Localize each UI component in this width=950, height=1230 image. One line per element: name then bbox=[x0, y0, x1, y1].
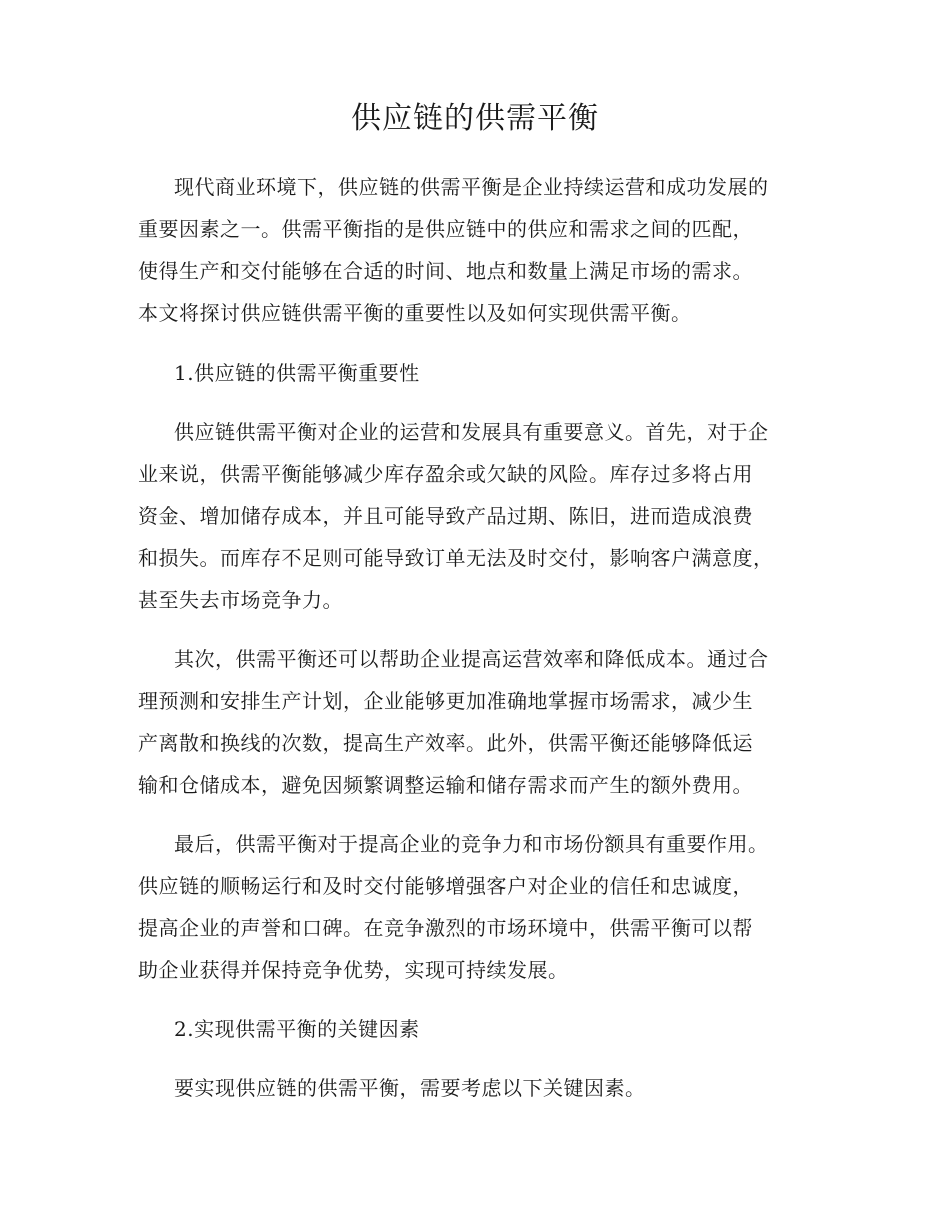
body-text-line: 使得生产和交付能够在合适的时间、地点和数量上满足市场的需求。 bbox=[138, 259, 753, 283]
body-text-line: 和损失。而库存不足则可能导致订单无法及时交付，影响客户满意度， bbox=[138, 546, 774, 570]
body-text-line: 输和仓储成本，避免因频繁调整运输和储存需求而产生的额外费用。 bbox=[138, 773, 753, 797]
body-text-line: 助企业获得并保持竞争优势，实现可持续发展。 bbox=[138, 958, 569, 982]
body-text-line: 甚至失去市场竞争力。 bbox=[138, 588, 343, 612]
body-text-line: 资金、增加储存成本，并且可能导致产品过期、陈旧，进而造成浪费 bbox=[138, 504, 753, 528]
body-text-line: 其次，供需平衡还可以帮助企业提高运营效率和降低成本。通过合 bbox=[174, 647, 769, 671]
body-text-line: 理预测和安排生产计划，企业能够更加准确地掌握市场需求，减少生 bbox=[138, 689, 753, 713]
body-text-line: 要实现供应链的供需平衡，需要考虑以下关键因素。 bbox=[174, 1076, 646, 1100]
section-heading: 1.供应链的供需平衡重要性 bbox=[174, 361, 420, 385]
body-text-line: 业来说，供需平衡能够减少库存盈余或欠缺的风险。库存过多将占用 bbox=[138, 462, 753, 486]
body-text-line: 供应链的顺畅运行和及时交付能够增强客户对企业的信任和忠诚度， bbox=[138, 874, 753, 898]
body-text-line: 本文将探讨供应链供需平衡的重要性以及如何实现供需平衡。 bbox=[138, 301, 692, 325]
body-text-line: 重要因素之一。供需平衡指的是供应链中的供应和需求之间的匹配， bbox=[138, 217, 753, 241]
document-title: 供应链的供需平衡 bbox=[351, 101, 599, 136]
section-heading: 2.实现供需平衡的关键因素 bbox=[174, 1017, 420, 1041]
body-text-line: 提高企业的声誉和口碑。在竞争激烈的市场环境中，供需平衡可以帮 bbox=[138, 916, 753, 940]
body-text-line: 产离散和换线的次数，提高生产效率。此外，供需平衡还能够降低运 bbox=[138, 731, 753, 755]
body-text-line: 供应链供需平衡对企业的运营和发展具有重要意义。首先，对于企 bbox=[174, 420, 769, 444]
body-text-line: 最后，供需平衡对于提高企业的竞争力和市场份额具有重要作用。 bbox=[174, 832, 769, 856]
body-text-line: 现代商业环境下，供应链的供需平衡是企业持续运营和成功发展的 bbox=[174, 175, 769, 199]
